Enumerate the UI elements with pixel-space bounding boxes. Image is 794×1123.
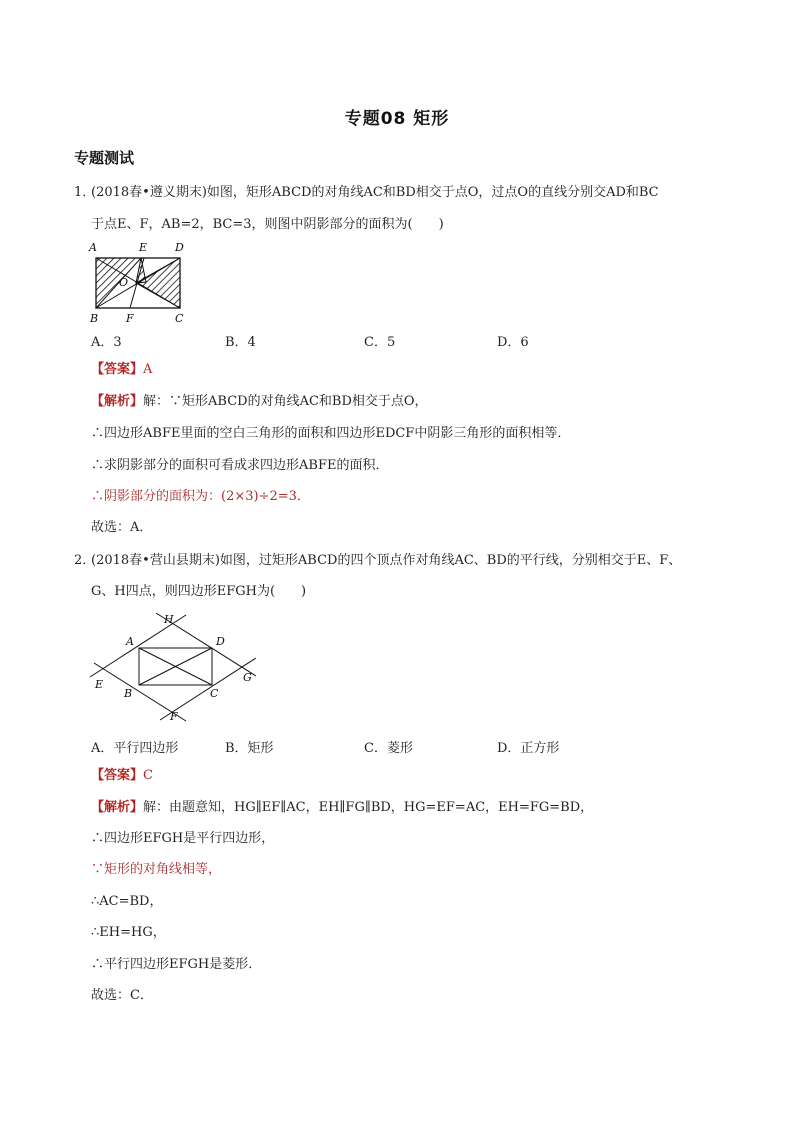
page-title: 专题08 矩形 (344, 109, 450, 129)
q2-option-a: A．平行四边形 (91, 741, 179, 756)
q1-analysis-text-1: 解：∵矩形ABCD的对角线AC和BD相交于点O， (143, 394, 428, 409)
q2-analysis-line-6: ∴平行四边形EFGH是菱形． (91, 957, 262, 972)
label-B: B (124, 687, 133, 700)
q1-option-d: D．6 (497, 335, 529, 350)
q2-analysis-tag: 【解析】 (91, 800, 144, 815)
q1-option-c: C．5 (364, 335, 396, 350)
q1-analysis-line-1 (91, 393, 428, 411)
q2-answer-tag: 【答案】 (91, 768, 144, 783)
label-H: H (164, 613, 174, 626)
question-1-number: 1． (74, 185, 96, 200)
label-F: F (126, 312, 134, 325)
label-C: C (210, 687, 219, 700)
q2-analysis-line-2: ∴四边形EFGH是平行四边形， (91, 831, 275, 846)
question-1-figure (86, 236, 196, 326)
label-A: A (126, 635, 134, 648)
q2-option-b: B．矩形 (225, 741, 274, 756)
label-G: G (243, 671, 252, 684)
q2-answer-value: C (143, 768, 153, 783)
q2-analysis-line-1 (91, 799, 593, 817)
question-2-line-1: (2018春•营山县期末)如图，过矩形ABCD的四个顶点作对角线AC、BD的平行线，分别相交于E、F、 (91, 553, 682, 568)
label-A: A (89, 241, 97, 254)
q2-analysis-text-1: 解：由题意知，HG∥EF∥AC，EH∥FG∥BD，HG=EF=AC，EH=FG=BD， (143, 800, 594, 815)
q2-answer (91, 767, 153, 785)
q2-option-c: C．菱形 (364, 741, 413, 756)
q1-analysis-line-2: ∴四边形ABFE里面的空白三角形的面积和四边形EDCF中阴影三角形的面积相等． (91, 426, 571, 441)
question-1-line-2: 于点E、F，AB=2，BC=3，则图中阴影部分的面积为( ) (91, 217, 444, 232)
label-E: E (139, 241, 148, 254)
q2-option-d: D．正方形 (497, 741, 560, 756)
question-2-figure (88, 608, 268, 724)
q1-answer (91, 361, 152, 379)
q2-analysis-line-5: ∴EH=HG， (91, 925, 166, 940)
label-D: D (216, 635, 225, 648)
question-1-line-1: (2018春•遵义期末)如图，矩形ABCD的对角线AC和BD相交于点O，过点O的直线分别交AD和BC (91, 185, 659, 200)
q2-analysis-line-7: 故选：C． (91, 988, 153, 1003)
q1-answer-value: A (143, 362, 153, 377)
label-E: E (95, 678, 104, 691)
q1-analysis-tag: 【解析】 (91, 394, 144, 409)
q1-analysis-line-5: 故选：A． (91, 520, 153, 535)
label-B: B (90, 312, 99, 325)
section-heading: 专题测试 (74, 149, 135, 167)
q1-analysis-line-4: ∴阴影部分的面积为：(2×3)÷2=3． (91, 489, 310, 504)
label-C: C (175, 312, 184, 325)
q1-option-b: B．4 (225, 335, 256, 350)
q1-answer-tag: 【答案】 (91, 362, 144, 377)
q1-option-a: A．3 (91, 335, 122, 350)
q2-analysis-line-4: ∴AC=BD， (91, 894, 163, 909)
label-F: F (170, 710, 178, 723)
q2-analysis-line-3: ∵矩形的对角线相等， (91, 862, 222, 877)
label-D: D (175, 241, 184, 254)
label-O: O (119, 276, 129, 289)
question-2-line-2: G、H四点，则四边形EFGH为( ) (91, 584, 307, 599)
question-2-number: 2． (74, 553, 96, 568)
q1-analysis-line-3: ∴求阴影部分的面积可看成求四边形ABFE的面积． (91, 458, 389, 473)
